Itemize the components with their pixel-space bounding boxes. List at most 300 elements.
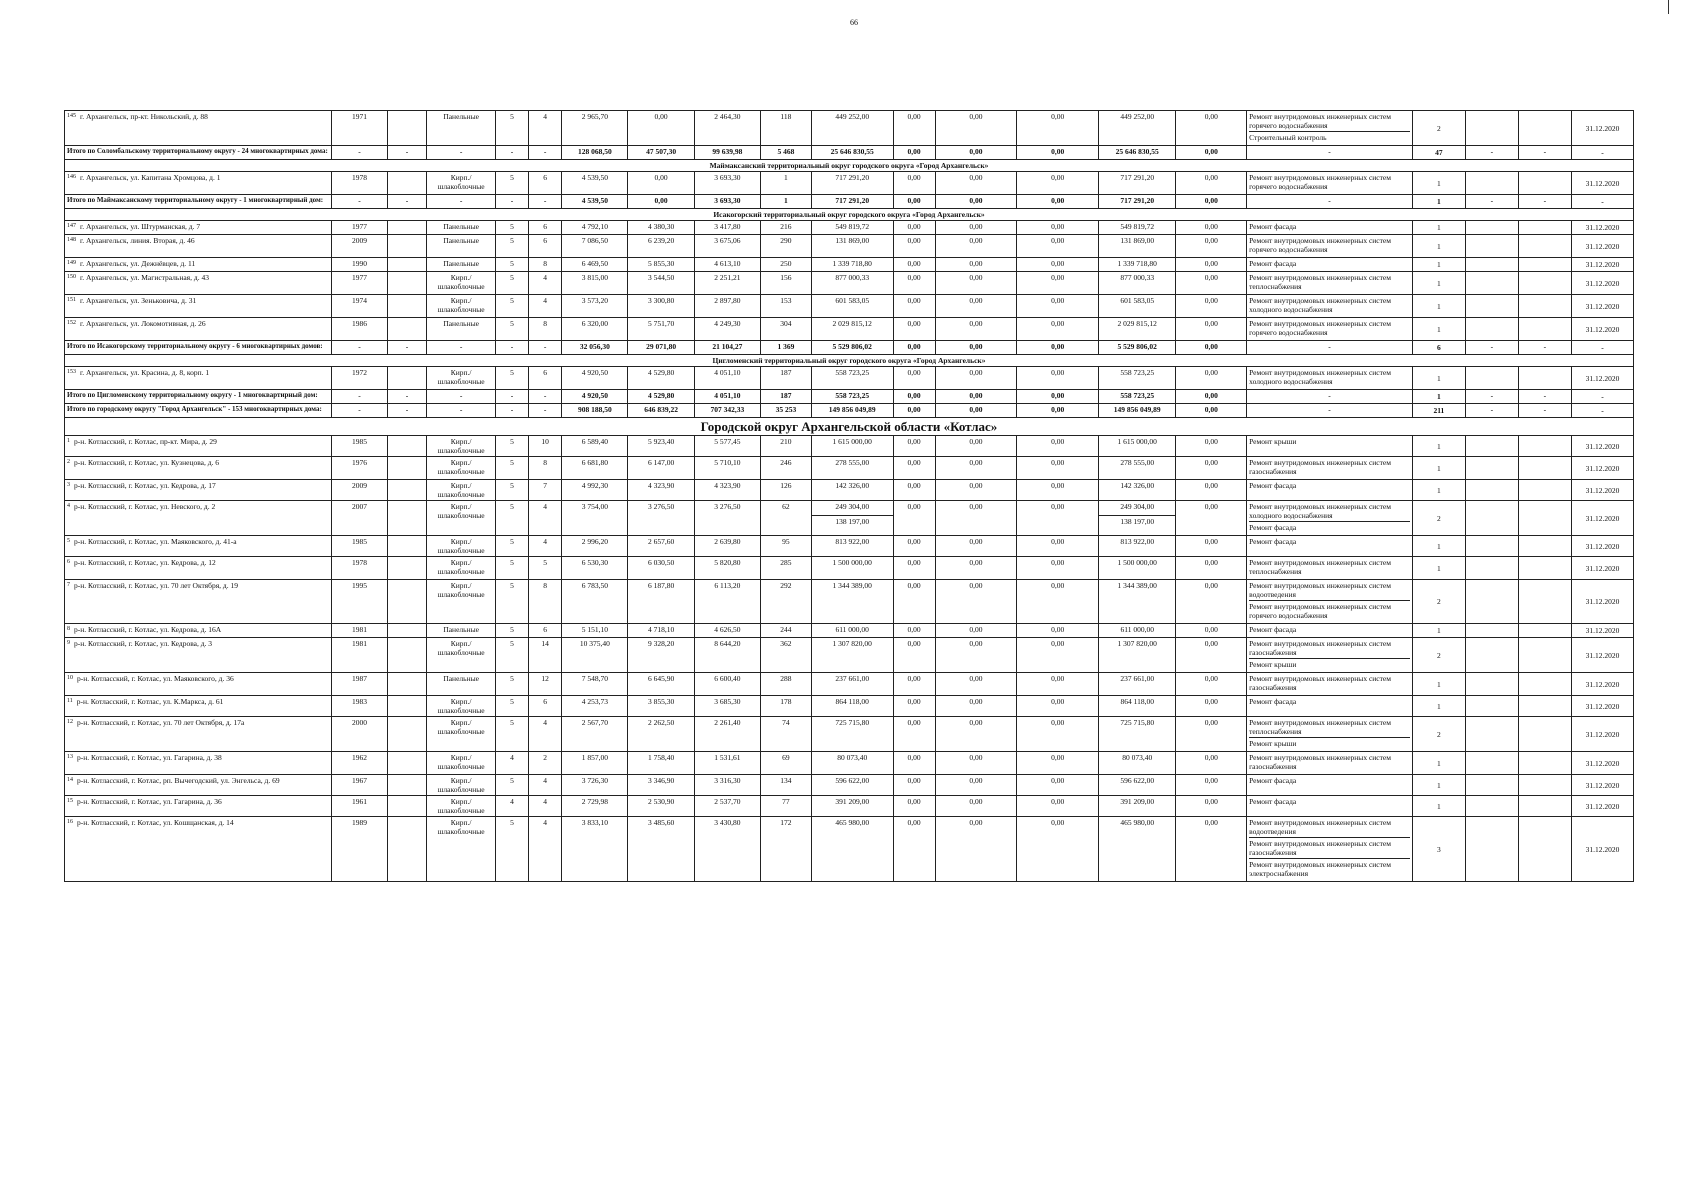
- work-count-cell: 1: [1412, 367, 1465, 390]
- address-text: р-н. Котласский, г. Котлас, пр-кт. Мира, д. 29: [74, 437, 217, 446]
- pad-cell: [387, 258, 427, 272]
- deadline-cell: 31.12.2020: [1571, 272, 1633, 295]
- address-cell: [65, 536, 332, 557]
- table-row: [65, 796, 1634, 817]
- material-cell: Кирп./ шлакоблочные: [427, 638, 496, 673]
- living-area-cell: 1 758,40: [628, 752, 694, 775]
- empty-cell-1: [1465, 673, 1518, 696]
- other-funds-cell: 0,00: [1176, 638, 1247, 673]
- floors-cell: 5: [495, 580, 528, 624]
- deadline-cell: 31.12.2020: [1571, 673, 1633, 696]
- page-number: 66: [850, 18, 858, 27]
- empty-cell-1: [1465, 235, 1518, 258]
- material-cell: Кирп./ шлакоблочные: [427, 752, 496, 775]
- row-number: 10: [67, 675, 73, 681]
- fund-1-cell: 0,00: [893, 436, 935, 457]
- pad-cell: [387, 673, 427, 696]
- entrances-cell: 14: [529, 638, 562, 673]
- residents-cell: 62: [761, 501, 812, 536]
- work-count-cell: 47: [1412, 146, 1465, 160]
- empty-cell-2: [1518, 272, 1571, 295]
- work-type: Ремонт внутридомовых инженерных систем газоснабжения: [1249, 674, 1391, 692]
- material-cell: -: [427, 146, 496, 160]
- work-count-cell: 1: [1412, 436, 1465, 457]
- owner-funds-value: 601 583,05: [1120, 296, 1155, 305]
- address-text: р-н. Котласский, г. Котлас, рп. Вычегодский, ул. Энгельса, д. 69: [77, 776, 280, 785]
- floors-cell: 5: [495, 557, 528, 580]
- total-area-cell: 6 783,50: [562, 580, 628, 624]
- work-count-cell: 2: [1412, 580, 1465, 624]
- fund-3-cell: 0,00: [1017, 624, 1099, 638]
- residential-area-cell: 3 316,30: [694, 775, 760, 796]
- fund-3-cell: 0,00: [1017, 673, 1099, 696]
- material-cell: Кирп./ шлакоблочные: [427, 817, 496, 882]
- fund-2-cell: 0,00: [935, 390, 1017, 404]
- owner-funds-value: 717 291,20: [1120, 173, 1155, 182]
- other-funds-cell: 0,00: [1176, 457, 1247, 480]
- work-type: -: [1328, 196, 1331, 205]
- material-cell: Кирп./ шлакоблочные: [427, 536, 496, 557]
- entrances-cell: 6: [529, 172, 562, 195]
- works-cell: [1247, 673, 1413, 696]
- fund-2-cell: 0,00: [935, 367, 1017, 390]
- address-text: р-н. Котласский, г. Котлас, ул. Маяковского, д. 36: [77, 674, 234, 683]
- fund-1-cell: 0,00: [893, 480, 935, 501]
- total-area-cell: 3 754,00: [562, 501, 628, 536]
- pad-cell: [387, 480, 427, 501]
- entrances-cell: 4: [529, 775, 562, 796]
- total-row: [65, 146, 1634, 160]
- address-text: Итого по городскому округу "Город Архангельск" - 153 многоквартирных дома:: [67, 405, 322, 413]
- entrances-cell: 4: [529, 817, 562, 882]
- row-number: 148: [67, 237, 76, 243]
- pad-cell: [387, 295, 427, 318]
- pad-cell: [387, 172, 427, 195]
- fund-2-cell: 0,00: [935, 195, 1017, 209]
- pad-cell: [387, 775, 427, 796]
- empty-cell-2: -: [1518, 390, 1571, 404]
- residents-cell: 187: [761, 367, 812, 390]
- residential-area-cell: 3 685,30: [694, 696, 760, 717]
- fund-2-cell: 0,00: [935, 318, 1017, 341]
- work-type: Ремонт внутридомовых инженерных систем газоснабжения: [1249, 753, 1391, 771]
- work-type: -: [1328, 391, 1331, 400]
- work-count-cell: 3: [1412, 817, 1465, 882]
- residents-cell: 1: [761, 172, 812, 195]
- fund-2-cell: 0,00: [935, 624, 1017, 638]
- owner-funds-cell: [1099, 272, 1176, 295]
- residential-area-cell: 4 051,10: [694, 367, 760, 390]
- floors-cell: 5: [495, 318, 528, 341]
- entrances-cell: 6: [529, 696, 562, 717]
- cost-cell: [811, 172, 893, 195]
- entrances-cell: 5: [529, 557, 562, 580]
- entrances-cell: 6: [529, 367, 562, 390]
- other-funds-cell: 0,00: [1176, 295, 1247, 318]
- owner-funds-value: 80 073,40: [1122, 753, 1153, 762]
- owner-funds-cell: [1099, 673, 1176, 696]
- floors-cell: 5: [495, 172, 528, 195]
- floors-cell: 5: [495, 111, 528, 146]
- fund-3-cell: 0,00: [1017, 775, 1099, 796]
- deadline-cell: 31.12.2020: [1571, 557, 1633, 580]
- row-number: 2: [67, 459, 70, 465]
- residents-cell: 126: [761, 480, 812, 501]
- work-count-cell: 1: [1412, 673, 1465, 696]
- entrances-cell: -: [529, 404, 562, 418]
- other-funds-cell: 0,00: [1176, 367, 1247, 390]
- pad-cell: [387, 367, 427, 390]
- address-text: р-н. Котласский, г. Котлас, ул. Кедрова, д. 12: [74, 558, 216, 567]
- address-text: р-н. Котласский, г. Котлас, ул. Гагарина, д. 36: [77, 797, 222, 806]
- owner-funds-value: 611 000,00: [1120, 625, 1154, 634]
- deadline-cell: 31.12.2020: [1571, 624, 1633, 638]
- pad-cell: -: [387, 195, 427, 209]
- cost-cell: [811, 580, 893, 624]
- address-text: г. Архангельск, ул. Красина, д. 8, корп. 1: [80, 368, 210, 377]
- cost-value: 864 118,00: [835, 697, 869, 706]
- cost-value: 877 000,33: [835, 273, 870, 282]
- work-type: -: [1328, 405, 1331, 414]
- residents-cell: 244: [761, 624, 812, 638]
- pad-cell: [387, 796, 427, 817]
- other-funds-cell: 0,00: [1176, 775, 1247, 796]
- address-text: г. Архангельск, ул. Штурманская, д. 7: [80, 222, 201, 231]
- deadline-cell: 31.12.2020: [1571, 817, 1633, 882]
- owner-funds-cell: [1099, 258, 1176, 272]
- residents-cell: 304: [761, 318, 812, 341]
- section-header-row: [65, 209, 1634, 221]
- deadline-cell: 31.12.2020: [1571, 536, 1633, 557]
- other-funds-cell: 0,00: [1176, 221, 1247, 235]
- owner-funds-cell: [1099, 717, 1176, 752]
- work-type: Ремонт внутридомовых инженерных систем горячего водоснабжения: [1249, 319, 1391, 337]
- material-cell: Кирп./ шлакоблочные: [427, 480, 496, 501]
- living-area-cell: 6 187,80: [628, 580, 694, 624]
- fund-2-cell: 0,00: [935, 638, 1017, 673]
- other-funds-cell: 0,00: [1176, 404, 1247, 418]
- work-count-cell: 2: [1412, 638, 1465, 673]
- living-area-cell: 646 839,22: [628, 404, 694, 418]
- work-count-cell: 1: [1412, 318, 1465, 341]
- other-funds-cell: 0,00: [1176, 341, 1247, 355]
- living-area-cell: 6 147,00: [628, 457, 694, 480]
- fund-3-cell: 0,00: [1017, 341, 1099, 355]
- empty-cell-2: [1518, 480, 1571, 501]
- residential-area-cell: 6 600,40: [694, 673, 760, 696]
- material-cell: Кирп./ шлакоблочные: [427, 717, 496, 752]
- entrances-cell: 4: [529, 717, 562, 752]
- table-row: [65, 367, 1634, 390]
- work-count-cell: 2: [1412, 111, 1465, 146]
- owner-funds-cell: [1099, 390, 1176, 404]
- work-count-cell: 1: [1412, 272, 1465, 295]
- work-type: Ремонт фасада: [1249, 797, 1297, 806]
- deadline-cell: 31.12.2020: [1571, 221, 1633, 235]
- year-cell: -: [332, 341, 387, 355]
- empty-cell-2: [1518, 172, 1571, 195]
- year-cell: -: [332, 195, 387, 209]
- pad-cell: [387, 817, 427, 882]
- pad-cell: [387, 557, 427, 580]
- table-row: [65, 436, 1634, 457]
- year-cell: 1962: [332, 752, 387, 775]
- year-cell: -: [332, 390, 387, 404]
- work-type: Ремонт внутридомовых инженерных систем горячего водоснабжения: [1249, 602, 1391, 620]
- year-cell: 1977: [332, 272, 387, 295]
- deadline-cell: 31.12.2020: [1571, 580, 1633, 624]
- cost-value: 249 304,00: [835, 502, 870, 511]
- deadline-cell: 31.12.2020: [1571, 717, 1633, 752]
- living-area-cell: 2 530,90: [628, 796, 694, 817]
- year-cell: 2007: [332, 501, 387, 536]
- floors-cell: 5: [495, 536, 528, 557]
- fund-2-cell: 0,00: [935, 457, 1017, 480]
- floors-cell: -: [495, 195, 528, 209]
- work-type: Ремонт внутридомовых инженерных систем холодного водоснабжения: [1249, 368, 1391, 386]
- cost-cell: [811, 536, 893, 557]
- other-funds-cell: 0,00: [1176, 717, 1247, 752]
- cost-value: 601 583,05: [835, 296, 870, 305]
- material-cell: -: [427, 390, 496, 404]
- year-cell: 1985: [332, 436, 387, 457]
- row-number: 145: [67, 113, 76, 119]
- cost-cell: [811, 624, 893, 638]
- living-area-cell: 4 529,80: [628, 390, 694, 404]
- cost-cell: [811, 235, 893, 258]
- work-count-cell: 1: [1412, 536, 1465, 557]
- work-type: Ремонт внутридомовых инженерных систем холодного водоснабжения: [1249, 296, 1391, 314]
- residents-cell: 77: [761, 796, 812, 817]
- deadline-cell: -: [1571, 404, 1633, 418]
- other-funds-cell: 0,00: [1176, 752, 1247, 775]
- residential-area-cell: 4 249,30: [694, 318, 760, 341]
- cost-value: 2 029 815,12: [832, 319, 872, 328]
- pad-cell: [387, 696, 427, 717]
- pad-cell: -: [387, 146, 427, 160]
- fund-1-cell: 0,00: [893, 501, 935, 536]
- address-cell: [65, 796, 332, 817]
- cost-cell: [811, 436, 893, 457]
- floors-cell: 5: [495, 501, 528, 536]
- works-cell: [1247, 501, 1413, 536]
- table-row: [65, 111, 1634, 146]
- fund-2-cell: 0,00: [935, 717, 1017, 752]
- owner-funds-cell: [1099, 295, 1176, 318]
- row-number: 12: [67, 719, 73, 725]
- empty-cell-2: [1518, 501, 1571, 536]
- total-area-cell: 1 857,00: [562, 752, 628, 775]
- fund-3-cell: 0,00: [1017, 638, 1099, 673]
- address-cell: [65, 752, 332, 775]
- address-text: р-н. Котласский, г. Котлас, ул. К.Маркса, д. 61: [76, 697, 224, 706]
- owner-funds-value: 131 869,00: [1120, 236, 1155, 245]
- row-number: 16: [67, 819, 73, 825]
- work-count-cell: 1: [1412, 390, 1465, 404]
- owner-funds-value: 149 856 049,89: [1113, 405, 1161, 414]
- works-cell: [1247, 295, 1413, 318]
- floors-cell: -: [495, 404, 528, 418]
- work-count-cell: 1: [1412, 796, 1465, 817]
- fund-2-cell: 0,00: [935, 404, 1017, 418]
- residential-area-cell: 707 342,33: [694, 404, 760, 418]
- fund-1-cell: 0,00: [893, 221, 935, 235]
- fund-1-cell: 0,00: [893, 536, 935, 557]
- owner-funds-value: 877 000,33: [1120, 273, 1155, 282]
- owner-funds-cell: [1099, 752, 1176, 775]
- owner-funds-cell: [1099, 557, 1176, 580]
- empty-cell-2: [1518, 775, 1571, 796]
- fund-2-cell: 0,00: [935, 341, 1017, 355]
- work-type: Ремонт внутридомовых инженерных систем горячего водоснабжения: [1249, 112, 1410, 132]
- work-count-cell: 1: [1412, 221, 1465, 235]
- empty-cell-2: [1518, 624, 1571, 638]
- owner-funds-cell: [1099, 817, 1176, 882]
- total-area-cell: 6 320,00: [562, 318, 628, 341]
- material-cell: Кирп./ шлакоблочные: [427, 775, 496, 796]
- address-cell: [65, 717, 332, 752]
- residential-area-cell: 4 051,10: [694, 390, 760, 404]
- residential-area-cell: 4 626,50: [694, 624, 760, 638]
- works-cell: [1247, 172, 1413, 195]
- entrances-cell: -: [529, 341, 562, 355]
- address-text: р-н. Котласский, г. Котлас, ул. Кедрова, д. 17: [74, 481, 216, 490]
- address-cell: [65, 480, 332, 501]
- total-area-cell: 6 469,50: [562, 258, 628, 272]
- address-text: р-н. Котласский, г. Котлас, ул. Кедрова, д. 3: [74, 639, 213, 648]
- cost-cell: [811, 221, 893, 235]
- floors-cell: 5: [495, 436, 528, 457]
- year-cell: 1978: [332, 172, 387, 195]
- residents-cell: 69: [761, 752, 812, 775]
- owner-funds-value: 864 118,00: [1120, 697, 1154, 706]
- cost-value: 558 723,25: [835, 391, 870, 400]
- owner-funds-value: 25 646 830,55: [1115, 147, 1159, 156]
- owner-funds-cell: [1099, 436, 1176, 457]
- entrances-cell: 4: [529, 272, 562, 295]
- cost-value: 149 856 049,89: [828, 405, 876, 414]
- cost-value: 717 291,20: [835, 173, 870, 182]
- deadline-cell: 31.12.2020: [1571, 258, 1633, 272]
- material-cell: Кирп./ шлакоблочные: [427, 796, 496, 817]
- residential-area-cell: 2 464,30: [694, 111, 760, 146]
- empty-cell-2: [1518, 436, 1571, 457]
- cost-cell: [811, 717, 893, 752]
- material-cell: Кирп./ шлакоблочные: [427, 457, 496, 480]
- cost-cell: [811, 775, 893, 796]
- fund-1-cell: 0,00: [893, 696, 935, 717]
- section-title: Цигломенский территориальный округ городского округа «Город Архангельск»: [65, 355, 1634, 367]
- empty-cell-1: [1465, 717, 1518, 752]
- row-number: 4: [67, 503, 70, 509]
- floors-cell: 5: [495, 272, 528, 295]
- address-cell: [65, 580, 332, 624]
- fund-2-cell: 0,00: [935, 673, 1017, 696]
- work-type: Строительный контроль: [1249, 133, 1327, 142]
- address-text: р-н. Котласский, г. Котлас, ул. 70 лет Октября, д. 19: [74, 581, 238, 590]
- row-number: 1: [67, 438, 70, 444]
- pad-cell: -: [387, 404, 427, 418]
- work-type: Ремонт внутридомовых инженерных систем газоснабжения: [1249, 639, 1410, 659]
- owner-funds-value: 278 555,00: [1120, 458, 1155, 467]
- entrances-cell: 8: [529, 258, 562, 272]
- work-type: Ремонт внутридомовых инженерных систем холодного водоснабжения: [1249, 502, 1410, 522]
- residents-cell: 187: [761, 390, 812, 404]
- material-cell: Кирп./ шлакоблочные: [427, 501, 496, 536]
- owner-funds-cell: [1099, 480, 1176, 501]
- total-area-cell: 4 792,10: [562, 221, 628, 235]
- other-funds-cell: 0,00: [1176, 195, 1247, 209]
- deadline-cell: 31.12.2020: [1571, 696, 1633, 717]
- fund-2-cell: 0,00: [935, 272, 1017, 295]
- work-type: Ремонт фасада: [1249, 481, 1297, 490]
- material-cell: Кирп./ шлакоблочные: [427, 272, 496, 295]
- fund-3-cell: 0,00: [1017, 318, 1099, 341]
- residents-cell: 5 468: [761, 146, 812, 160]
- residential-area-cell: 1 531,61: [694, 752, 760, 775]
- deadline-cell: -: [1571, 390, 1633, 404]
- empty-cell-1: [1465, 457, 1518, 480]
- pad-cell: [387, 272, 427, 295]
- empty-cell-2: [1518, 318, 1571, 341]
- other-funds-cell: 0,00: [1176, 557, 1247, 580]
- other-funds-cell: 0,00: [1176, 235, 1247, 258]
- deadline-cell: 31.12.2020: [1571, 172, 1633, 195]
- empty-cell-1: [1465, 696, 1518, 717]
- owner-funds-cell: [1099, 172, 1176, 195]
- empty-cell-1: [1465, 221, 1518, 235]
- total-area-cell: 4 920,50: [562, 390, 628, 404]
- fund-3-cell: 0,00: [1017, 480, 1099, 501]
- row-number: 150: [67, 274, 76, 280]
- work-type: Ремонт внутридомовых инженерных систем горячего водоснабжения: [1249, 236, 1391, 254]
- total-area-cell: 3 726,30: [562, 775, 628, 796]
- owner-funds-value: 549 819,72: [1120, 222, 1155, 231]
- address-cell: [65, 318, 332, 341]
- residential-area-cell: 3 675,06: [694, 235, 760, 258]
- address-text: р-н. Котласский, г. Котлас, ул. Гагарина, д. 38: [77, 753, 222, 762]
- material-cell: -: [427, 404, 496, 418]
- works-cell: [1247, 696, 1413, 717]
- works-cell: [1247, 390, 1413, 404]
- year-cell: 1974: [332, 295, 387, 318]
- total-area-cell: 2 965,70: [562, 111, 628, 146]
- living-area-cell: 3 346,90: [628, 775, 694, 796]
- empty-cell-1: [1465, 752, 1518, 775]
- table-row: [65, 318, 1634, 341]
- total-area-cell: 4 253,73: [562, 696, 628, 717]
- living-area-cell: 5 855,30: [628, 258, 694, 272]
- deadline-cell: 31.12.2020: [1571, 235, 1633, 258]
- row-number: 3: [67, 482, 70, 488]
- works-cell: [1247, 436, 1413, 457]
- residents-cell: 156: [761, 272, 812, 295]
- total-area-cell: 3 573,20: [562, 295, 628, 318]
- year-cell: 1983: [332, 696, 387, 717]
- residential-area-cell: 3 693,30: [694, 195, 760, 209]
- floors-cell: 5: [495, 367, 528, 390]
- fund-3-cell: 0,00: [1017, 390, 1099, 404]
- living-area-cell: 5 751,70: [628, 318, 694, 341]
- table-row: [65, 752, 1634, 775]
- owner-funds-cell: [1099, 638, 1176, 673]
- total-area-cell: 7 086,50: [562, 235, 628, 258]
- other-funds-cell: 0,00: [1176, 501, 1247, 536]
- fund-3-cell: 0,00: [1017, 557, 1099, 580]
- address-text: Итого по Маймаксанскому территориальному округу - 1 многоквартирный дом:: [67, 196, 324, 204]
- cost-cell: [811, 272, 893, 295]
- fund-1-cell: 0,00: [893, 673, 935, 696]
